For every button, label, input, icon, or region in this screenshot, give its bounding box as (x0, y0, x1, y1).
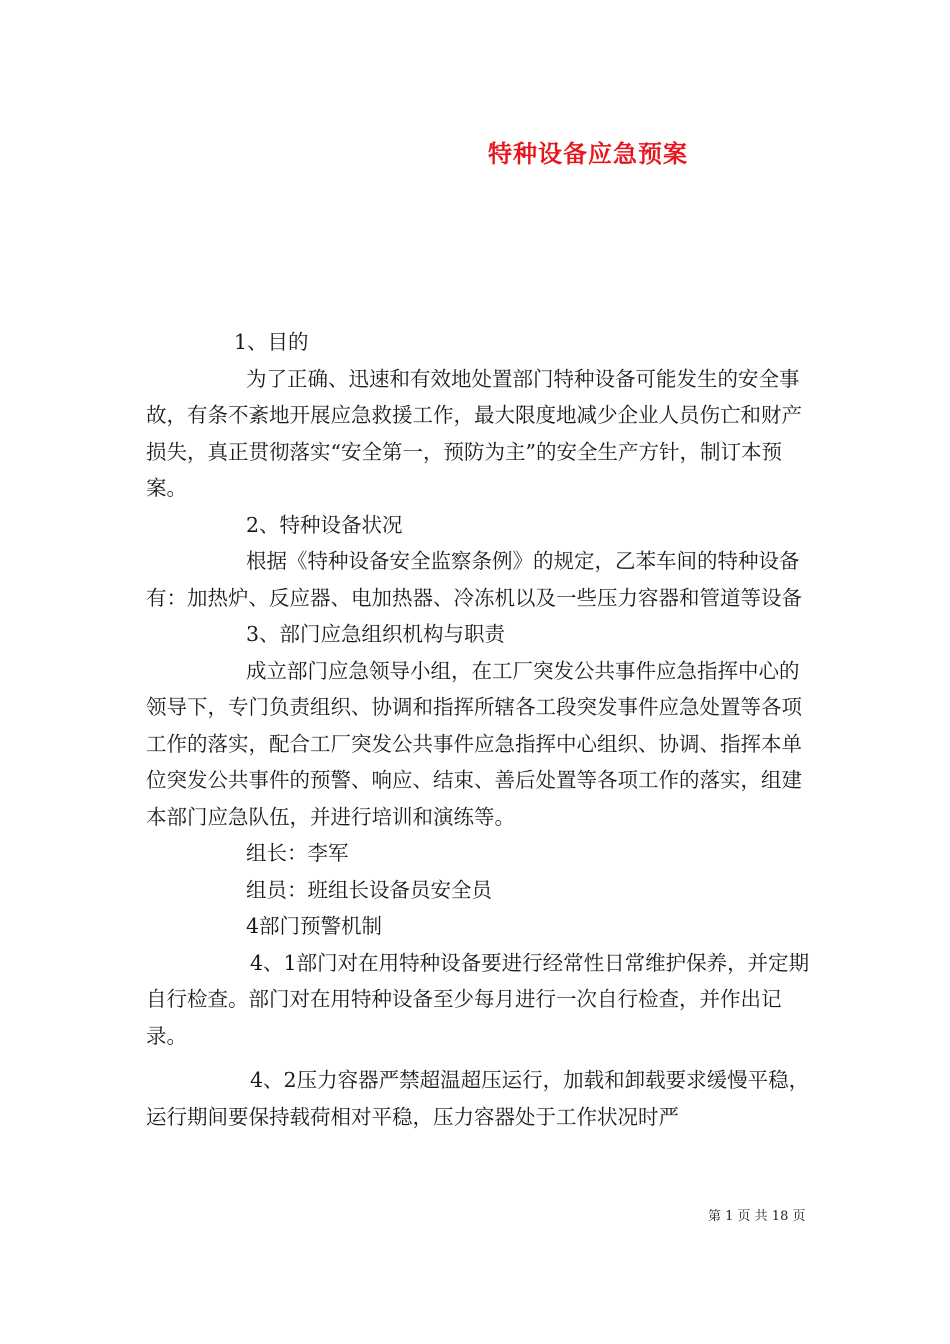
section-1-heading: 1、目的 (234, 330, 309, 354)
document-title: 特种设备应急预案 (488, 139, 688, 168)
section-4-2: 4、2压力容器严禁超温超压运行，加载和卸载要求缓慢平稳，运行期间要保持载荷相对平稳，压力容器处于工作状况时严 (146, 1068, 810, 1129)
section-3-body: 成立部门应急领导小组，在工厂突发公共事件应急指挥中心的领导下，专门负责组织、协调和指挥所辖各工段突发事件应急处置等各项工作的落实，配合工厂突发公共事件应急指挥中心组织、协调、指挥本单位突发公共事件的预警、响应、结束、善后处置等各项工作的落实，组建本部门应急队伍，并进行培训和演练等。 (146, 658, 802, 829)
section-3-members: 组员：班组长设备员安全员 (246, 877, 492, 902)
section-2-body: 根据《特种设备安全监察条例》的规定，乙苯车间的特种设备有：加热炉、反应器、电加热器、冷冻机以及一些压力容器和管道等设备 (146, 549, 802, 610)
section-4-1: 4、1部门对在用特种设备要进行经常性日常维护保养，并定期自行检查。部门对在用特种设备至少每月进行一次自行检查，并作出记录。 (146, 950, 810, 1048)
section-3-leader: 组长：李军 (246, 841, 349, 865)
section-2-heading: 2、特种设备状况 (246, 512, 403, 537)
section-3-heading: 3、部门应急组织机构与职责 (246, 622, 506, 646)
section-1-body: 为了正确、迅速和有效地处置部门特种设备可能发生的安全事故，有条不紊地开展应急救援工作，最大限度地减少企业人员伤亡和财产损失，真正贯彻落实“安全第一，预防为主”的安全生产方针，制订本预案。 (146, 366, 802, 500)
paragraph-spacer (146, 1054, 811, 1062)
section-4-heading: 4部门预警机制 (246, 914, 383, 938)
document-body (146, 324, 811, 1135)
page-number-footer: 第 1 页 共 18 页 (708, 1209, 806, 1224)
